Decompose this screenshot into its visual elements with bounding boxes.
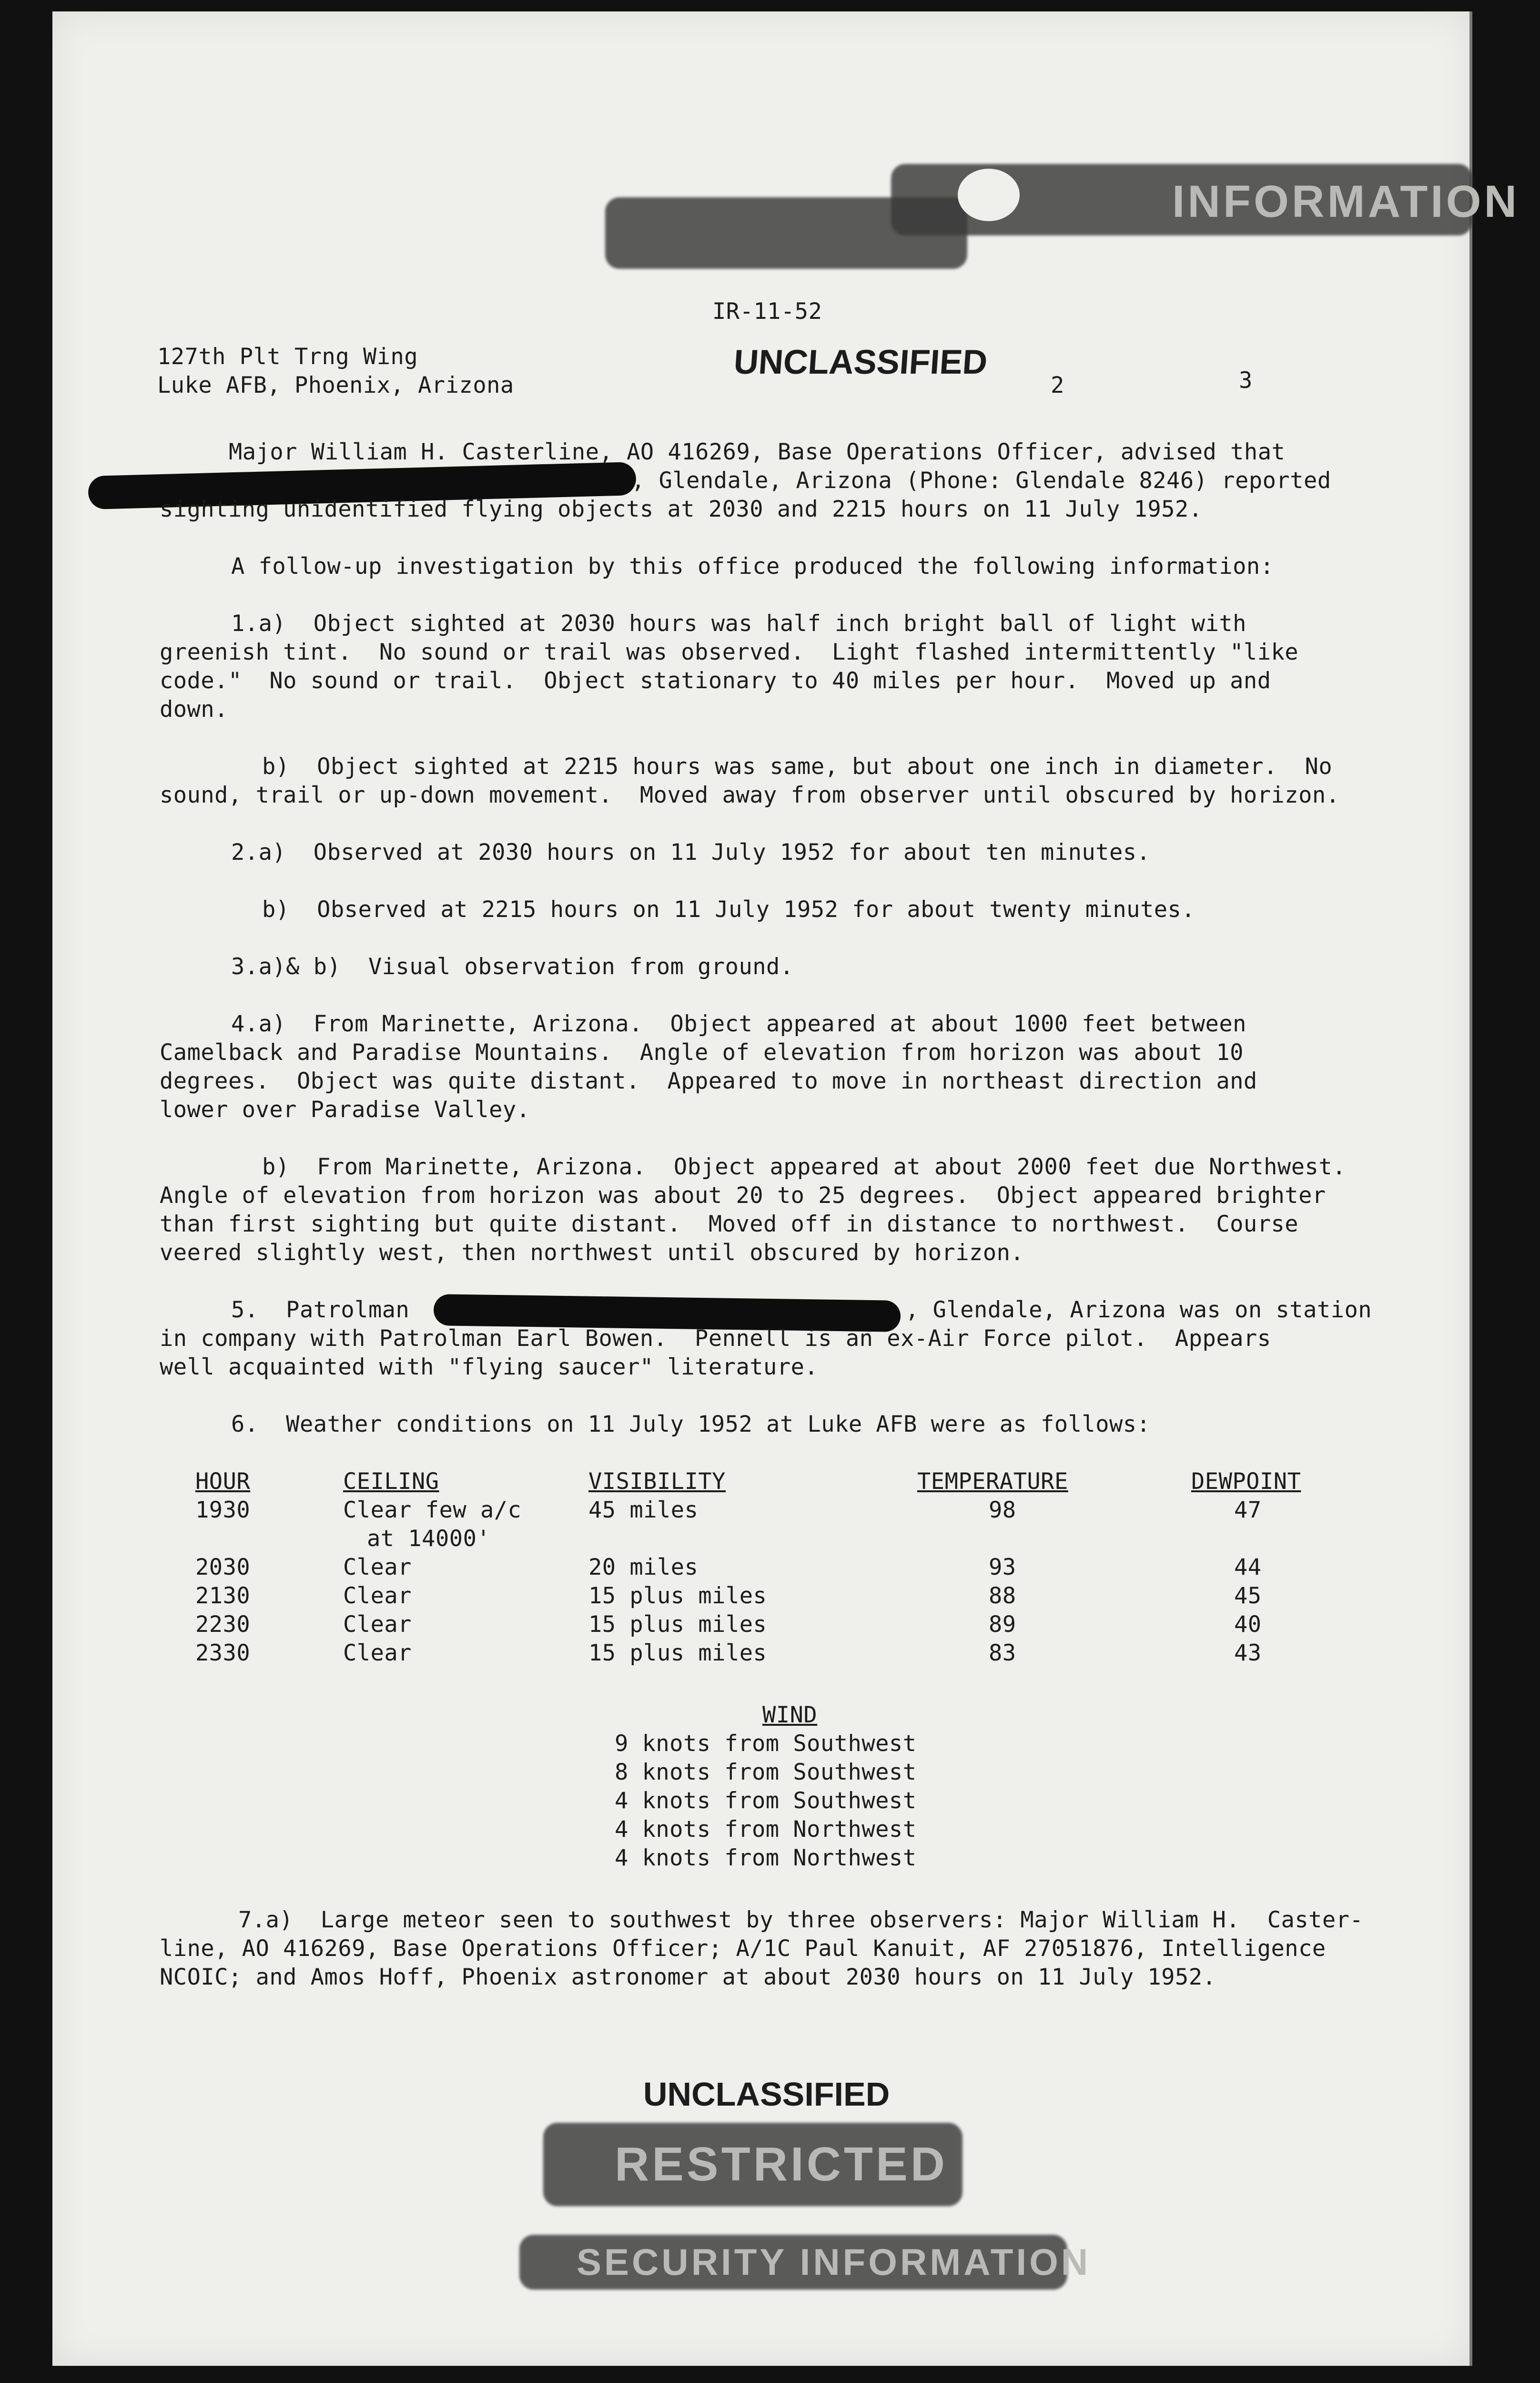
classification-footer: UNCLASSIFIED [643,2076,890,2113]
col-header-dewpoint: DEWPOINT [1191,1468,1301,1495]
p4a-line-1: 4.a) From Marinette, Arizona. Object appeared at about 1000 feet between [231,1011,1246,1037]
top-stamp-text: INFORMATION [1172,176,1520,227]
col-header-temperature: TEMPERATURE [917,1468,1068,1495]
ceiling-cell-cont: at 14000' [367,1526,491,1552]
unit-name: 127th Plt Trng Wing [157,344,418,370]
p5-line-1a: 5. Patrolman [231,1297,410,1323]
ceiling-cell: Clear [343,1640,412,1666]
temp-cell: 88 [989,1583,1016,1609]
followup-line: A follow-up investigation by this office produced the following information: [231,553,1274,580]
p1b-line-1: b) Object sighted at 2215 hours was same, but about one inch in diameter. No [262,754,1333,780]
p4b-line-3: than first sighting but quite distant. Moved off in distance to northwest. Course [160,1211,1299,1237]
page-number: 3 [1239,367,1253,394]
stamp-punch-hole [958,169,1020,221]
p5-line-2: in company with Patrolman Earl Bowen. Pennell is an ex-Air Force pilot. Appears [160,1325,1271,1352]
ceiling-cell: Clear [343,1554,412,1580]
wind-header: WIND [762,1702,818,1728]
p4a-line-4: lower over Paradise Valley. [160,1097,530,1123]
temp-cell: 93 [989,1554,1016,1580]
p2a-line: 2.a) Observed at 2030 hours on 11 July 1952 for about ten minutes. [231,839,1151,866]
p7-line-1: 7.a) Large meteor seen to southwest by three observers: Major William H. Caster- [238,1907,1364,1933]
visibility-cell: 15 plus miles [588,1583,767,1609]
visibility-cell: 15 plus miles [588,1640,767,1666]
hour-cell: 2130 [195,1583,251,1609]
document-page [52,11,1520,2366]
ceiling-cell: Clear few a/c [343,1497,522,1523]
unit-location: Luke AFB, Phoenix, Arizona [157,372,514,398]
p1a-line-4: down. [160,696,228,723]
p1a-line-2: greenish tint. No sound or trail was observed. Light flashed intermittently "like [160,639,1299,665]
dew-cell: 44 [1234,1554,1262,1580]
col-header-visibility: VISIBILITY [588,1468,726,1495]
visibility-cell: 15 plus miles [588,1611,767,1638]
bottom-stamp-restricted: RESTRICTED [615,2138,948,2191]
wind-row: 4 knots from Southwest [615,1788,917,1814]
dew-cell: 45 [1234,1583,1262,1609]
col-header-ceiling: CEILING [343,1468,439,1495]
hour-cell: 2030 [195,1554,251,1580]
page-edge [1469,11,1472,2366]
dew-cell: 43 [1234,1640,1262,1666]
classification-header: UNCLASSIFIED [732,343,989,381]
p7-line-2: line, AO 416269, Base Operations Officer; A/1C Paul Kanuit, AF 27051876, Intelligence [160,1935,1326,1962]
hour-cell: 2230 [195,1611,251,1638]
wind-row: 9 knots from Southwest [615,1731,917,1757]
p1b-line-2: sound, trail or up-down movement. Moved away from observer until obscured by horizon. [160,782,1340,808]
p4b-line-4: veered slightly west, then northwest until obscured by horizon. [160,1240,1024,1266]
ceiling-cell: Clear [343,1611,412,1638]
p5-line-1b: , Glendale, Arizona was on station [905,1297,1372,1323]
p4b-line-1: b) From Marinette, Arizona. Object appeared at about 2000 feet due Northwest. [262,1154,1346,1180]
temp-cell: 83 [989,1640,1016,1666]
p4b-line-2: Angle of elevation from horizon was about 20 to 25 degrees. Object appeared brighter [160,1182,1326,1209]
wind-row: 4 knots from Northwest [615,1816,917,1843]
file-code: IR-11-52 [712,298,822,325]
wind-row: 8 knots from Southwest [615,1759,917,1785]
intro-line-3: sighting unidentified flying objects at 2030 and 2215 hours on 11 July 1952. [160,496,1203,522]
visibility-cell: 20 miles [588,1554,699,1580]
temp-cell: 89 [989,1611,1016,1638]
ceiling-cell: Clear [343,1583,412,1609]
dew-cell: 40 [1234,1611,1262,1638]
col-header-hour: HOUR [195,1468,251,1495]
p4a-line-2: Camelback and Paradise Mountains. Angle of elevation from horizon was about 10 [160,1039,1244,1066]
hour-cell: 1930 [195,1497,251,1523]
dew-cell: 47 [1234,1497,1262,1523]
intro-line-2: , Glendale, Arizona (Phone: Glendale 8246) reported [631,468,1331,494]
p1a-line-3: code." No sound or trail. Object stationary to 40 miles per hour. Moved up and [160,668,1271,694]
bottom-stamp-info: SECURITY INFORMATION [577,2241,1091,2283]
page-mark: 2 [1051,372,1064,398]
p6-line: 6. Weather conditions on 11 July 1952 at Luke AFB were as follows: [231,1411,1151,1437]
wind-row: 4 knots from Northwest [615,1845,917,1871]
p2b-line: b) Observed at 2215 hours on 11 July 1952 for about twenty minutes. [262,896,1196,923]
intro-line-1: Major William H. Casterline, AO 416269, Base Operations Officer, advised that [229,439,1286,465]
p4a-line-3: degrees. Object was quite distant. Appeared to move in northeast direction and [160,1068,1257,1094]
hour-cell: 2330 [195,1640,251,1666]
p7-line-3: NCOIC; and Amos Hoff, Phoenix astronomer at about 2030 hours on 11 July 1952. [160,1964,1216,1990]
p1a-line-1: 1.a) Object sighted at 2030 hours was half inch bright ball of light with [231,611,1246,637]
p5-line-3: well acquainted with "flying saucer" literature. [160,1354,819,1380]
temp-cell: 98 [989,1497,1016,1523]
p3-line: 3.a)& b) Visual observation from ground. [231,954,794,980]
visibility-cell: 45 miles [588,1497,699,1523]
